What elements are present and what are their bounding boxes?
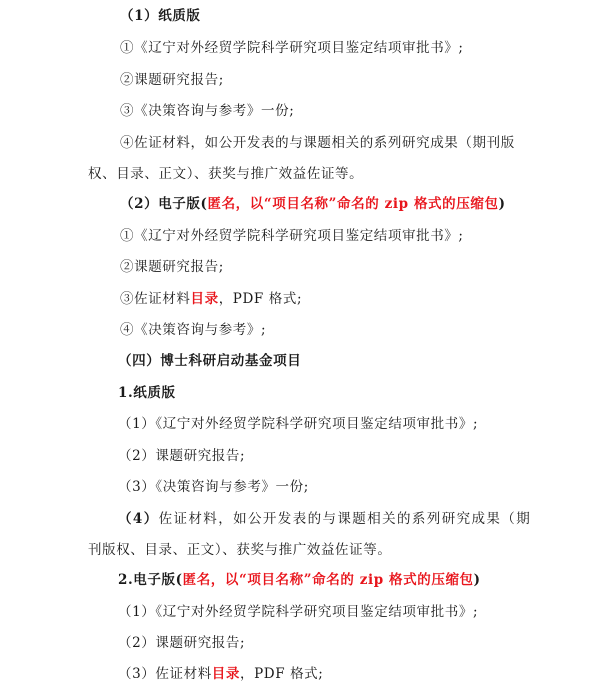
- list-item: ①《辽宁对外经贸学院科学研究项目鉴定结项审批书》;: [120, 228, 464, 244]
- item-text: （3）佐证材料: [118, 666, 212, 682]
- heading-text: ): [498, 196, 506, 212]
- item-text: ，PDF 格式;: [240, 666, 324, 682]
- list-item: （1）《辽宁对外经贸学院科学研究项目鉴定结项审批书》;: [118, 416, 479, 432]
- list-item: ④《决策咨询与参考》;: [120, 322, 267, 338]
- item-text: 佐证材料，如公开发表的与课题相关的系列研究成果（期: [158, 511, 532, 527]
- highlight-text: 匿名，以“项目名称”命名的 zip 格式的压缩包: [207, 196, 499, 212]
- highlight-text: 匿名，以“项目名称”命名的 zip 格式的压缩包: [182, 572, 474, 588]
- list-item: ③《决策咨询与参考》一份;: [120, 103, 295, 119]
- section-paper-heading: （1）纸质版: [120, 8, 201, 24]
- list-item: ④佐证材料，如公开发表的与课题相关的系列研究成果（期刊版: [120, 135, 515, 151]
- subsection-electronic-heading: [118, 570, 481, 590]
- highlight-text: 目录: [190, 291, 219, 307]
- list-item-continuation: 权、目录、正文）、获奖与推广效益佐证等。: [88, 166, 364, 182]
- list-item: [118, 509, 531, 529]
- list-item: [120, 289, 302, 309]
- item-text: ，PDF 格式;: [218, 291, 303, 307]
- item-text: ③佐证材料: [120, 291, 191, 307]
- section-doctoral-heading: （四）博士科研启动基金项目: [118, 353, 302, 369]
- highlight-text: 目录: [211, 666, 240, 682]
- list-item: ②课题研究报告;: [120, 72, 224, 88]
- list-item: ①《辽宁对外经贸学院科学研究项目鉴定结项审批书》;: [120, 40, 464, 56]
- heading-text: （2）电子版(: [120, 196, 208, 212]
- list-item: （2）课题研究报告;: [118, 448, 246, 464]
- list-item: （3）《决策咨询与参考》一份;: [118, 479, 309, 495]
- section-electronic-heading: [120, 194, 506, 214]
- heading-text: ): [473, 572, 481, 588]
- list-item-continuation: 刊版权、目录、正文）、获奖与推广效益佐证等。: [88, 542, 392, 558]
- item-number: （4）: [118, 511, 159, 527]
- subsection-paper-heading: 1.纸质版: [118, 385, 176, 401]
- list-item: [118, 664, 323, 684]
- list-item: （2）课题研究报告;: [118, 635, 246, 651]
- list-item: ②课题研究报告;: [120, 259, 224, 275]
- list-item: （1）《辽宁对外经贸学院科学研究项目鉴定结项审批书》;: [118, 604, 479, 620]
- heading-text: 2.电子版(: [118, 572, 183, 588]
